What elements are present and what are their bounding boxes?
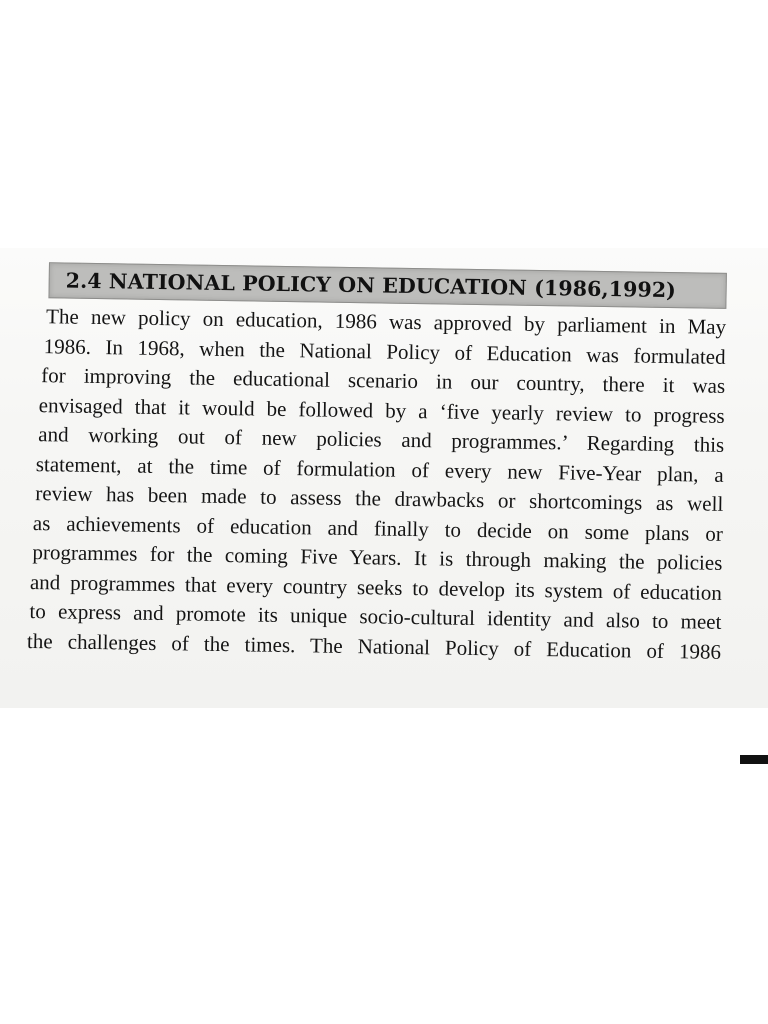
page-edge-mark — [740, 755, 768, 764]
paragraph-line: and programmes that every country seeks to develop its system of education — [29, 569, 723, 605]
paragraph-line: as achievements of education and finally to decide on some plans or — [32, 510, 724, 546]
section-2-4 — [27, 262, 735, 667]
paragraph-line: and working out of new policies and programmes.’ Regarding this — [38, 422, 725, 457]
paragraph-line: statement, at the time of formulation of every new Five-Year plan, a — [35, 451, 724, 487]
paragraph-line: to express and promote its unique socio-cultural identity and also to meet — [29, 598, 722, 634]
paragraph-line: 1986. In 1968, when the National Policy of Education was formulated — [43, 333, 726, 369]
paragraph-line: envisaged that it would be followed by a ‘five yearly review to progress — [38, 392, 725, 428]
body-paragraph — [27, 302, 734, 667]
paragraph-line: The new policy on education, 1986 was approved by parliament in May — [45, 304, 727, 339]
paragraph-line: for improving the educational scenario in our country, there it was — [41, 363, 726, 398]
paragraph-line: programmes for the coming Five Years. It is through making the policies — [32, 540, 723, 575]
paragraph-line: review has been made to assess the drawbacks or shortcomings as well — [35, 481, 724, 516]
paragraph-line: the challenges of the times. The National Policy of Education of 1986 — [26, 628, 722, 664]
section-heading: 2.4 NATIONAL POLICY ON EDUCATION (1986,1992) — [65, 268, 677, 303]
